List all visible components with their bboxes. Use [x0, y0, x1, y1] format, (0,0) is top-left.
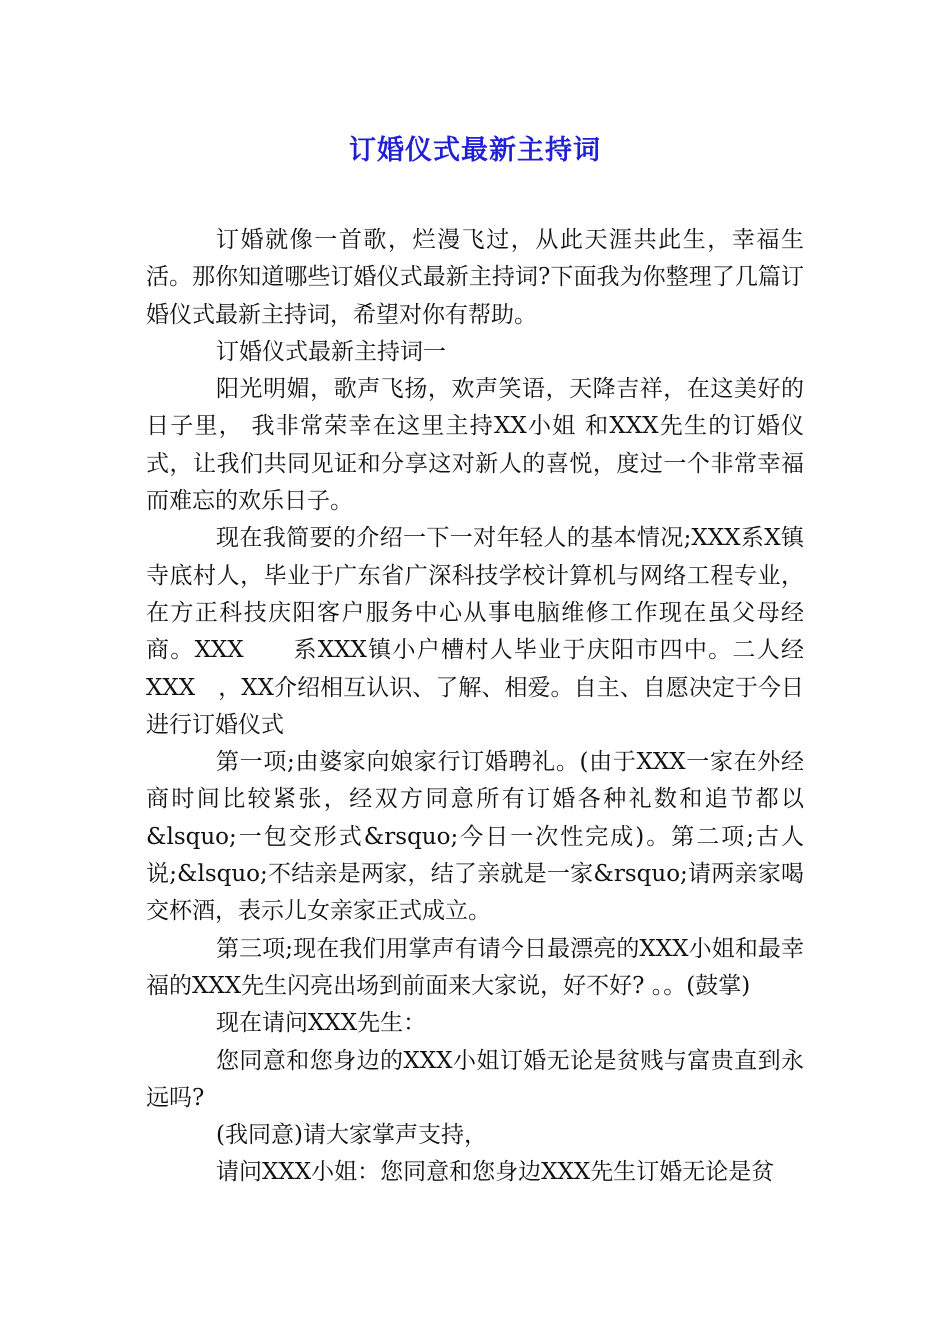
paragraph-introduction-of-couple: 现在我简要的介绍一下一对年轻人的基本情况;XXX系X镇寺底村人，毕业于广东省广深科技学校计算机与网络工程专业，在方正科技庆阳客户服务中心从事电脑维修工作现在虽父母经商。XXX 系XXX镇小户槽村人毕业于庆阳市四中。二人经XXX ，XX介绍相互认识、了解、相爱。自主、自愿决定于今日进行订婚仪式 [146, 525, 804, 738]
paragraph-item-three: 第三项;现在我们用掌声有请今日最漂亮的XXX小姐和最幸福的XXX先生闪亮出场到前面来大家说，好不好? 。。(鼓掌) [146, 935, 804, 999]
document-body [146, 222, 804, 1192]
paragraph-item-one-two: 第一项;由婆家向娘家行订婚聘礼。(由于XXX一家在外经商时间比较紧张，经双方同意所有订婚各种礼数和追节都以&lsquo;一包交形式&rsquo;今日一次性完成)。第二项;古人说;&lsquo;不结亲是两家，结了亲就是一家&rsquo;请两亲家喝交杯酒，表示儿女亲家正式成立。 [146, 749, 804, 925]
section-heading: 订婚仪式最新主持词一 [216, 338, 446, 365]
document-title: 订婚仪式最新主持词 [349, 135, 601, 166]
paragraph-intro: 订婚就像一首歌，烂漫飞过，从此天涯共此生，幸福生活。那你知道哪些订婚仪式最新主持词?下面我为你整理了几篇订婚仪式最新主持词，希望对你有帮助。 [146, 227, 804, 328]
paragraph-vow-groom: 您同意和您身边的XXX小姐订婚无论是贫贱与富贵直到永远吗? [146, 1047, 804, 1111]
paragraph-opening: 阳光明媚，歌声飞扬，欢声笑语，天降吉祥，在这美好的日子里， 我非常荣幸在这里主持XX小姐 和XXX先生的订婚仪式，让我们共同见证和分享这对新人的喜悦，度过一个非常幸福而难忘的欢乐日子。 [146, 376, 804, 515]
paragraph-applause: (我同意)请大家掌声支持， [216, 1122, 487, 1149]
paragraph-question-bride: 请问XXX小姐：您同意和您身边XXX先生订婚无论是贫 [216, 1159, 775, 1186]
paragraph-question-groom: 现在请问XXX先生： [216, 1010, 427, 1037]
